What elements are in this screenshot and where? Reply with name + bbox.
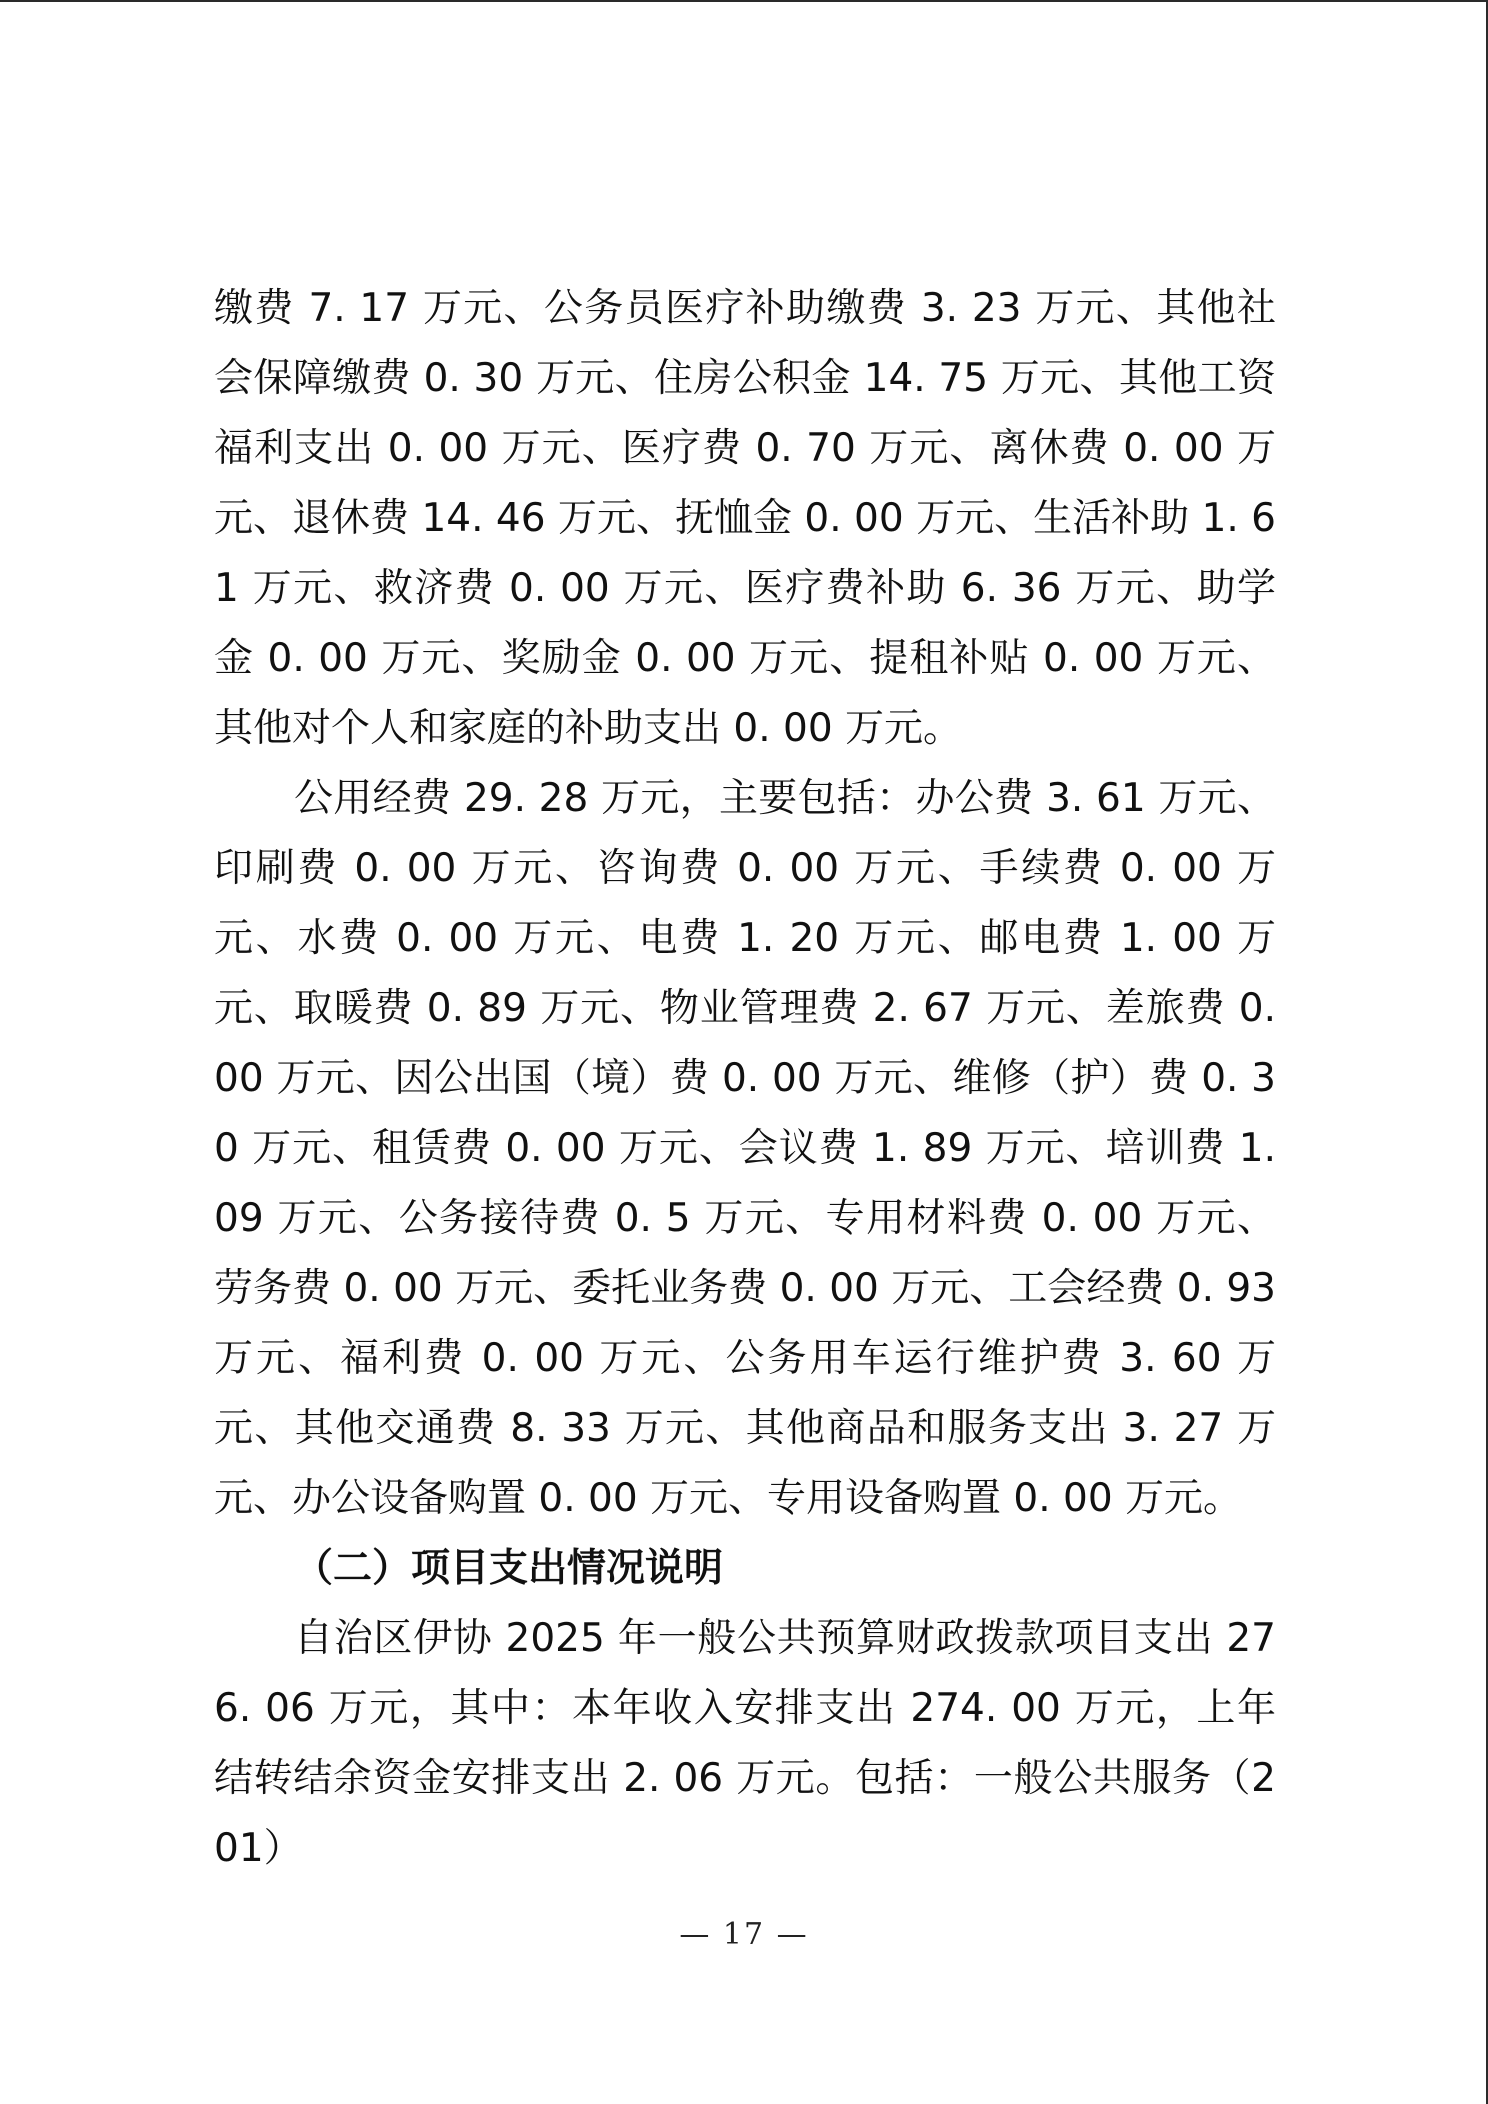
section-heading: （二）项目支出情况说明 xyxy=(294,1546,724,1591)
paragraph-personnel-expenses: 缴费 7. 17 万元、公务员医疗补助缴费 3. 23 万元、其他社会保障缴费 0. 30 万元、住房公积金 14. 75 万元、其他工资福利支出 0. 00 万元、医疗费 0. 70 万元、离休费 0. 00 万元、退休费 14. 46 万元、抚恤金 0. 00 万元、生活补助 1. 61 万元、救济费 0. 00 万元、医疗费补助 6. 36 万元、助学金 0. 00 万元、奖励金 0. 00 万元、提租补贴 0. 00 万元、其他对个人和家庭的补助支出 0. 00 万元。 xyxy=(214,286,1276,751)
body-text xyxy=(214,274,1276,1884)
page-number: — 17 — xyxy=(679,1917,809,1952)
paragraph-project-expenses: 自治区伊协 2025 年一般公共预算财政拨款项目支出 276. 06 万元，其中：本年收入安排支出 274. 00 万元，上年结转结余资金安排支出 2. 06 万元。包括：一般公共服务（201） xyxy=(214,1616,1276,1871)
paragraph-public-expenses: 公用经费 29. 28 万元，主要包括：办公费 3. 61 万元、印刷费 0. 00 万元、咨询费 0. 00 万元、手续费 0. 00 万元、水费 0. 00 万元、电费 1. 20 万元、邮电费 1. 00 万元、取暖费 0. 89 万元、物业管理费 2. 67 万元、差旅费 0. 00 万元、因公出国（境）费 0. 00 万元、维修（护）费 0. 30 万元、租赁费 0. 00 万元、会议费 1. 89 万元、培训费 1. 09 万元、公务接待费 0. 5 万元、专用材料费 0. 00 万元、劳务费 0. 00 万元、委托业务费 0. 00 万元、工会经费 0. 93 万元、福利费 0. 00 万元、公务用车运行维护费 3. 60 万元、其他交通费 8. 33 万元、其他商品和服务支出 3. 27 万元、办公设备购置 0. 00 万元、专用设备购置 0. 00 万元。 xyxy=(214,776,1276,1521)
